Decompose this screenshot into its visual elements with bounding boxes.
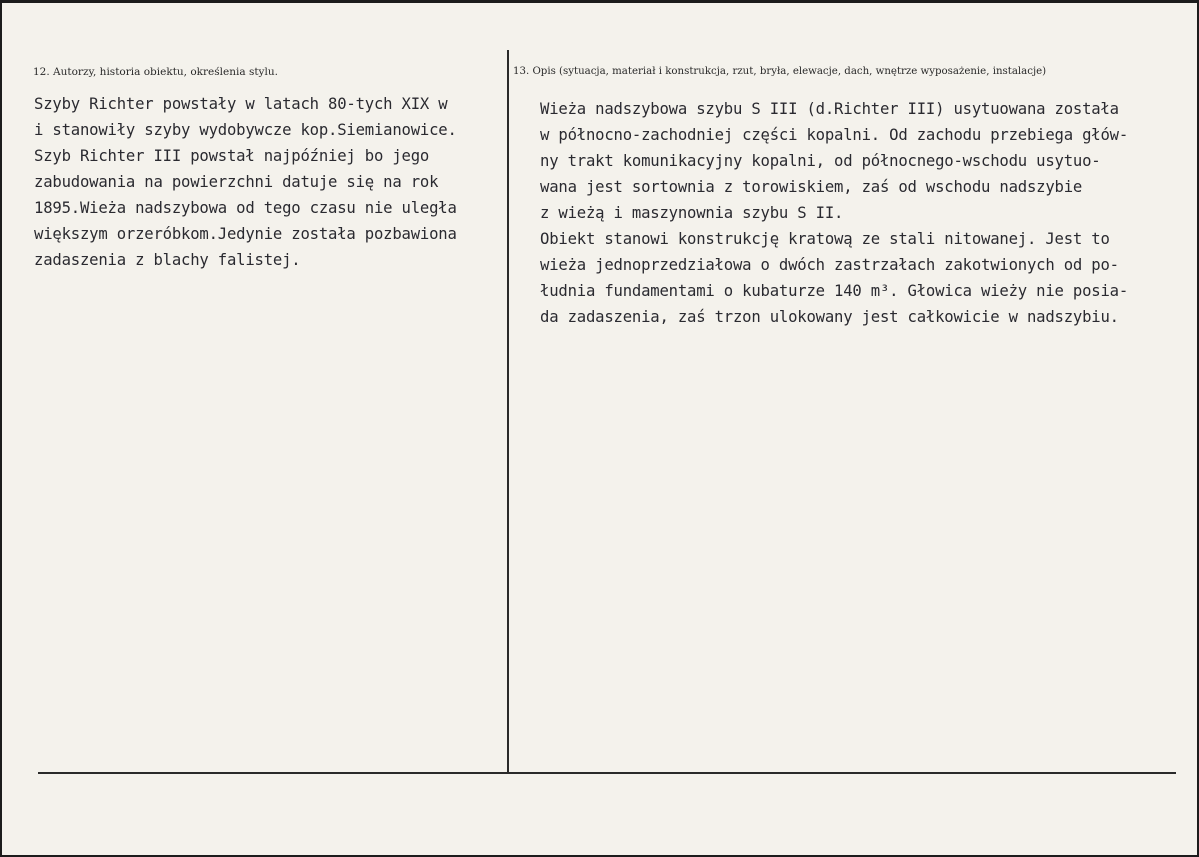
text-line: Szyb Richter III powstał najpóźniej bo jego bbox=[34, 147, 430, 165]
text-line: większym orzeróbkom.Jedynie została pozbawiona bbox=[34, 225, 457, 243]
text-line: da zadaszenia, zaś trzon ulokowany jest całkowicie w nadszybiu. bbox=[540, 308, 1119, 326]
section-13-text bbox=[540, 96, 1128, 330]
text-line: zadaszenia z blachy falistej. bbox=[34, 251, 301, 269]
text-line: Szyby Richter powstały w latach 80-tych XIX w bbox=[34, 95, 448, 113]
column-divider bbox=[507, 50, 509, 772]
text-line: w północno-zachodniej części kopalni. Od zachodu przebiega głów- bbox=[540, 126, 1129, 144]
text-line: zabudowania na powierzchni datuje się na rok bbox=[34, 173, 439, 191]
text-line: 1895.Wieża nadszybowa od tego czasu nie uległa bbox=[34, 199, 457, 217]
text-line: wieża jednoprzedziałowa o dwóch zastrzałach zakotwionych od po- bbox=[540, 256, 1119, 274]
text-line: ny trakt komunikacyjny kopalni, od północnego-wschodu usytuo- bbox=[540, 152, 1101, 170]
text-line: wana jest sortownia z torowiskiem, zaś od wschodu nadszybie bbox=[540, 178, 1083, 196]
text-line: Obiekt stanowi konstrukcję kratową ze stali nitowanej. Jest to bbox=[540, 230, 1110, 248]
text-line: i stanowiły szyby wydobywcze kop.Siemianowice. bbox=[34, 121, 457, 139]
text-line: łudnia fundamentami o kubaturze 140 m³. Głowica wieży nie posia- bbox=[540, 282, 1129, 300]
text-line: Wieża nadszybowa szybu S III (d.Richter III) usytuowana została bbox=[540, 100, 1119, 118]
bottom-rule bbox=[38, 772, 1176, 774]
text-line: z wieżą i maszynownia szybu S II. bbox=[540, 204, 844, 222]
section-12-text bbox=[34, 91, 457, 273]
section-13-heading: 13. Opis (sytuacja, materiał i konstrukcja, rzut, bryła, elewacje, dach, wnętrze wyposażenie, instalacje) bbox=[513, 66, 1047, 77]
record-card bbox=[2, 3, 1197, 855]
section-12-heading: 12. Autorzy, historia obiektu, określenia stylu. bbox=[33, 66, 278, 78]
